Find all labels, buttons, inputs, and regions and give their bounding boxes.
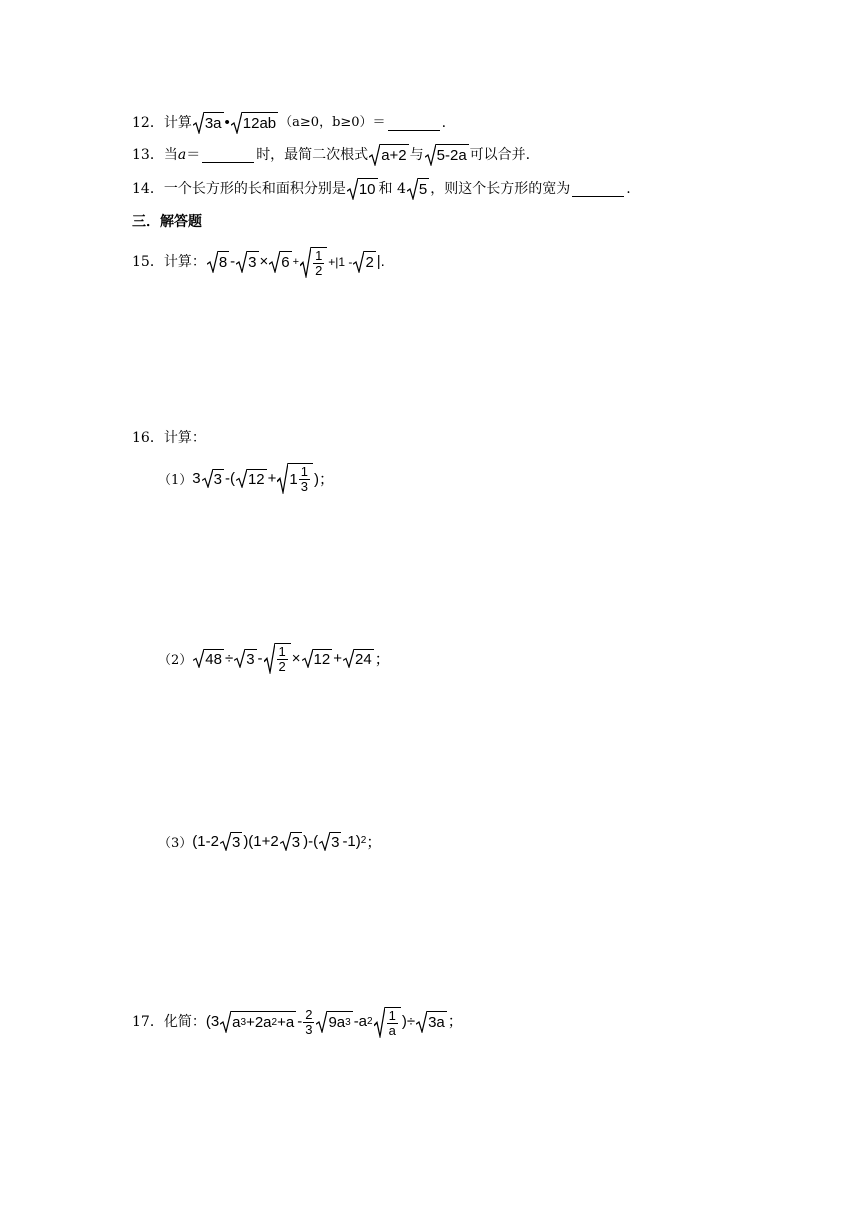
answer-blank[interactable] [572, 182, 624, 197]
question-15: 15． 计算： 8 - 3 × 6 + $\frac{1}{2}$ +|1 - 2 |. [132, 247, 385, 278]
sqrt-3: 3 [280, 832, 302, 851]
sqrt-3: 3 [236, 251, 258, 273]
sqrt-one-half: $\frac{1}{2}$ [264, 643, 291, 674]
q17-expression: (3 a 3 +2a 2 +a - $\frac{2}{3}$ 9a 3 -a 2 $\frac{1}{a}$ )÷ 3a ； [205, 1006, 463, 1038]
sqrt-9a-cubed: 9a 3 [316, 1011, 352, 1033]
sqrt-6: 6 [269, 251, 291, 273]
sqrt-3a: 3a [193, 112, 224, 134]
q15-expression: 8 - 3 × 6 + $\frac{1}{2}$ +|1 - 2 |. [206, 247, 385, 278]
sqrt-a-plus-2: a+2 [369, 144, 408, 166]
sqrt-48: 48 [193, 649, 224, 668]
sqrt-3: 3 [319, 832, 341, 851]
q14-number: 14． [132, 181, 164, 197]
q12-expression: 3a • 12ab [192, 112, 279, 134]
sqrt-8: 8 [207, 251, 229, 273]
q12-number: 12． [132, 115, 164, 131]
q17-number: 17． [132, 1014, 164, 1030]
q13-number: 13． [132, 147, 164, 163]
q16-part-1: （1） 3 3 -( 12 + 1 $\frac{1}{3}$ )； [158, 463, 334, 494]
q15-number: 15． [132, 254, 164, 270]
q12-condition: （a≥0，b≥0）＝ [279, 115, 386, 130]
question-14: 14． 一个长方形的长和面积分别是 10 和 4 5 ，则这个长方形的宽为 . [132, 178, 631, 200]
sqrt-12ab: 12ab [231, 112, 278, 134]
question-17: 17． 化简： (3 a 3 +2a 2 +a - $\frac{2}{3}$ 9a 3 -a 2 $\frac{1}{a}$ )÷ 3a ； [132, 1006, 463, 1038]
answer-blank[interactable] [202, 148, 254, 163]
sqrt-mixed-fraction: 1 $\frac{1}{3}$ [277, 463, 313, 494]
sqrt-5-minus-2a: 5-2a [425, 144, 469, 166]
q16-part-2: （2） 48 ÷ 3 - $\frac{1}{2}$ × 12 + 24 ； [158, 643, 390, 674]
sqrt-one-over-a: $\frac{1}{a}$ [374, 1007, 401, 1038]
sqrt-3: 3 [202, 469, 224, 488]
sqrt-3a: 3a [416, 1011, 447, 1033]
question-13: 13． 当 a ＝ 时，最简二次根式 a+2 与 5-2a 可以合并. [132, 144, 530, 166]
sqrt-12: 12 [236, 469, 267, 488]
sqrt-5: 5 [407, 178, 429, 200]
question-12: 12． 计算 3a • 12ab （a≥0，b≥0）＝ . [132, 114, 447, 132]
q16-number: 16． [132, 430, 164, 446]
q12-lead: 计算 [163, 115, 192, 131]
sqrt-24: 24 [343, 649, 374, 668]
sqrt-polynomial: a 3 +2a 2 +a [220, 1011, 296, 1033]
answer-blank[interactable] [388, 116, 440, 131]
question-16: 16． 计算： [132, 430, 206, 446]
sqrt-10: 10 [347, 178, 378, 200]
section-title: 三．解答题 [132, 214, 202, 230]
sqrt-3: 3 [220, 832, 242, 851]
sqrt-3: 3 [234, 649, 256, 668]
sqrt-one-half: $\frac{1}{2}$ [300, 247, 327, 278]
sqrt-2: 2 [353, 251, 375, 273]
sqrt-12: 12 [302, 649, 333, 668]
q16-part-3: （3） (1-2 3 )(1+2 3 )-( 3 -1) 2 ； [158, 832, 382, 851]
